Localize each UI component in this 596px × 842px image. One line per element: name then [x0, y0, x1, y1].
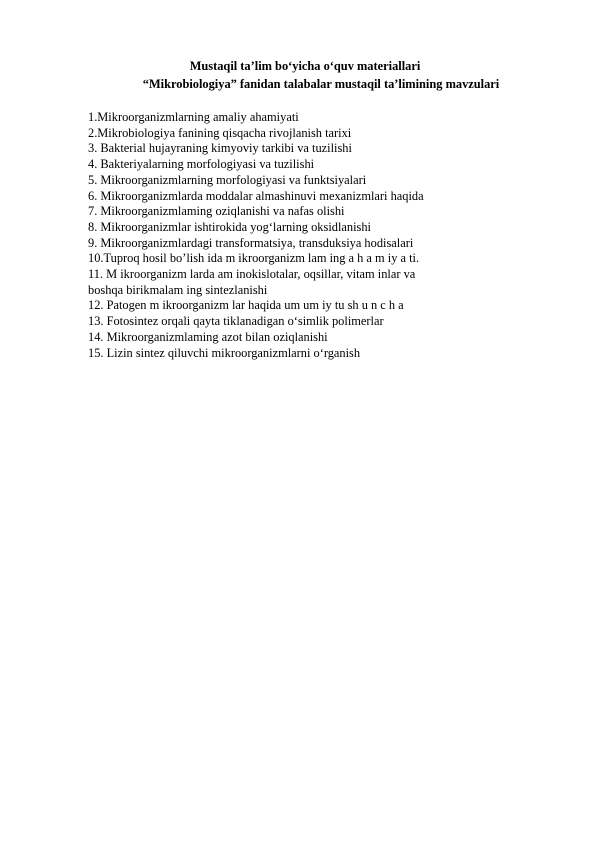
document-title: Mustaqil ta’lim bo‘yicha o‘quv materiallari [189, 59, 421, 73]
list-item: 4. Bakteriyalarning morfologiyasi va tuzilishi [88, 157, 315, 172]
list-item: 5. Mikroorganizmlarning morfologiyasi va funktsiyalari [88, 172, 367, 187]
topic-list [88, 110, 568, 361]
list-item: 13. Fotosintez orqali qayta tiklanadigan o‘simlik polimerlar [88, 314, 384, 329]
document-subtitle: “Mikrobiologiya” fanidan talabalar mustaqil ta’limining mavzulari [142, 77, 500, 91]
list-item: 10.Tuproq hosil bo’lish ida m ikroorganizm lam ing a h a m iy a ti. [88, 251, 420, 266]
list-item: 9. Mikroorganizmlardagi transformatsiya, transduksiya hodisalari [88, 235, 414, 250]
list-item: 14. Mikroorganizmlaming azot bilan oziqlanishi [88, 329, 328, 344]
list-item: 15. Lizin sintez qiluvchi mikroorganizmlarni o‘rganish [88, 345, 361, 360]
list-item: 8. Mikroorganizmlar ishtirokida yog‘larning oksidlanishi [88, 219, 371, 234]
list-item: 12. Patogen m ikroorganizm lar haqida um um iy tu sh u n c h a [88, 298, 404, 313]
list-item: 3. Bakterial hujayraning kimyoviy tarkibi va tuzilishi [88, 141, 352, 156]
list-item: boshqa birikmalam ing sintezlanishi [88, 282, 268, 297]
list-item: 1.Mikroorganizmlarning amaliy ahamiyati [88, 110, 299, 124]
list-item: 7. Mikroorganizmlaming oziqlanishi va nafas olishi [88, 204, 345, 219]
list-item: 6. Mikroorganizmlarda moddalar almashinuvi mexanizmlari haqida [88, 188, 424, 203]
list-item: 11. M ikroorganizm larda am inokislotalar, oqsillar, vitam inlar va [88, 267, 416, 282]
list-item: 2.Mikrobiologiya fanining qisqacha rivojlanish tarixi [88, 125, 352, 140]
